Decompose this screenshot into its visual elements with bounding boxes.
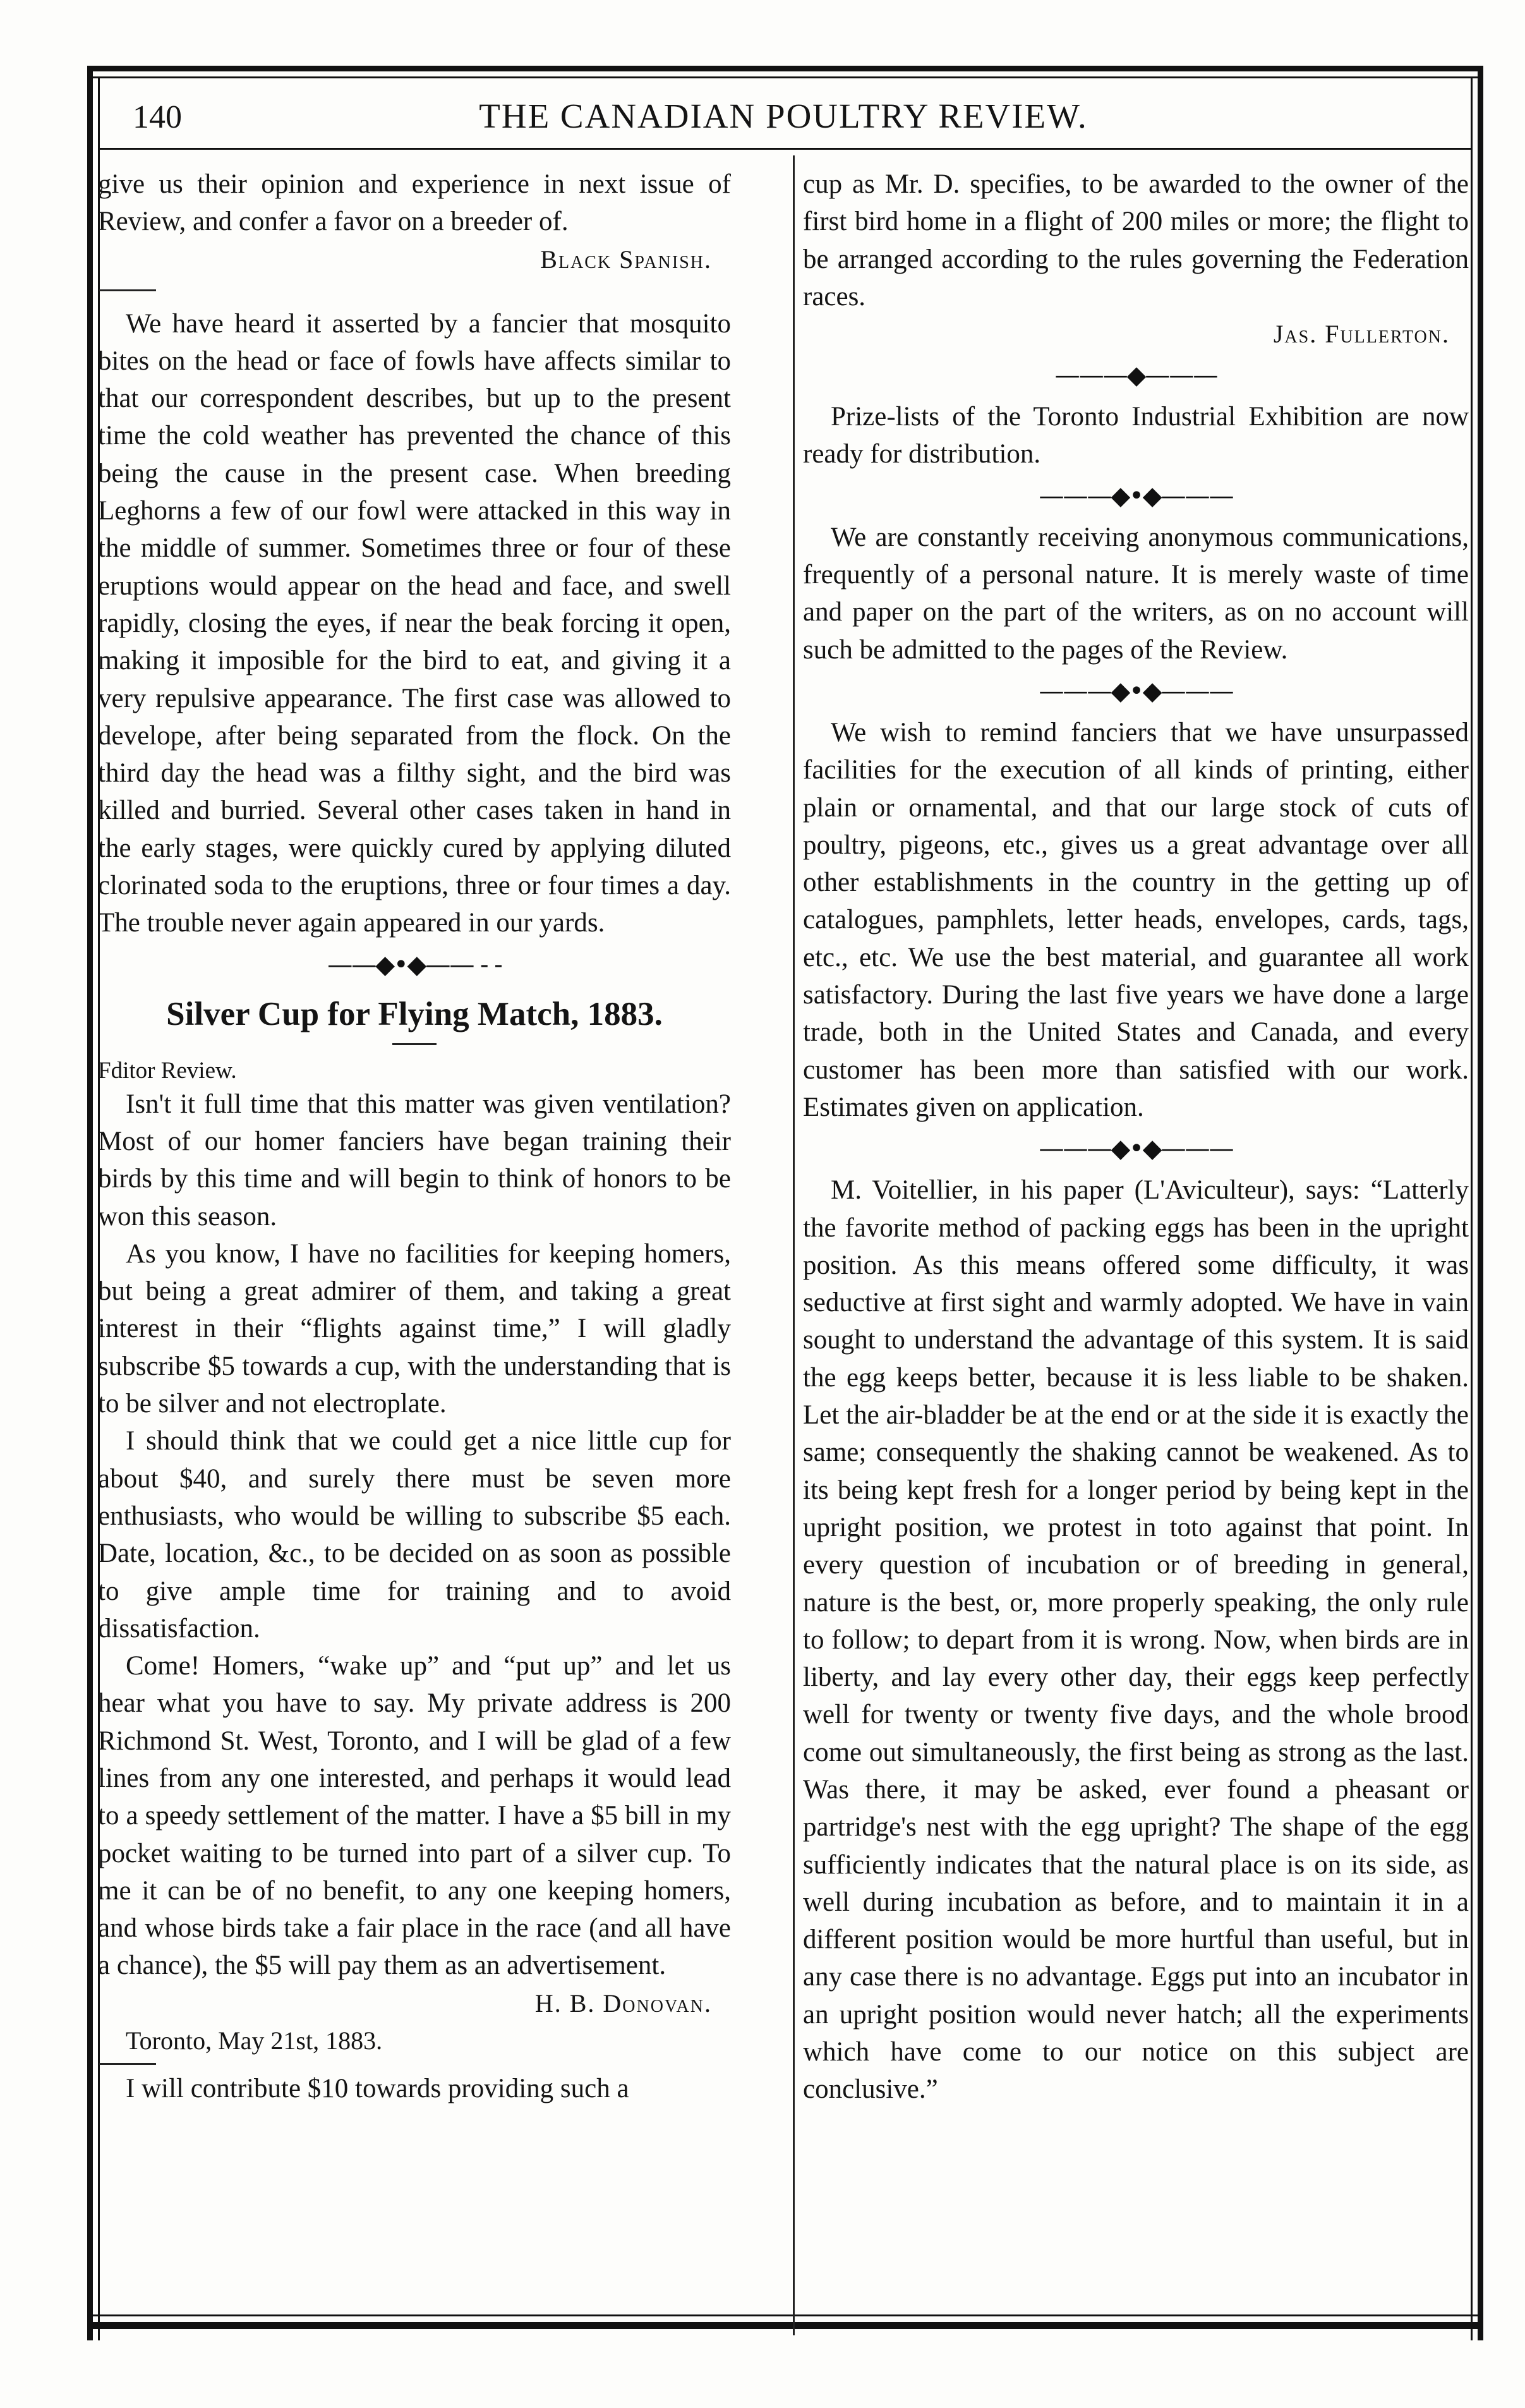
notice-anonymous: We are constantly receiving anonymous communications, frequently of a personal nature. It is merely waste of time and paper on the part of the writers, as on no account will such be admitted to the pages of the Review. — [803, 522, 1469, 665]
signature-fullerton: Jas. Fullerton. — [1273, 320, 1450, 349]
letter-paragraph-4: Come! Homers, “wake up” and “put up” and let us hear what you have to say. My private address is 200 Richmond St. West, Toronto, and I will be glad of a few lines from any one interested, and perhaps it would lead to a speedy settlement of the matter. I have a $5 bill in my pocket waiting to be turned into part of a silver cup. To me it can be of no benefit, to any one keeping homers, and whose birds take a fair place in the race (and all have a chance), the $5 will pay them as an advertisement. — [98, 1651, 731, 1981]
border-left-outer — [87, 66, 93, 2340]
ornament-divider: ——◆•◆—— - - — [327, 950, 502, 979]
ornament-divider-1: ———◆——— — [1054, 361, 1217, 390]
letter-paragraph-2: As you know, I have no facilities for keeping homers, but being a great admirer of them, and taking a great interest in their “flights against time,” I will gladly subscribe $5 towards a cup, with the understanding that is to be silver and not electroplate. — [98, 1238, 731, 1419]
ornament-divider-2: ———◆•◆——— — [1039, 481, 1233, 511]
border-right-outer — [1478, 66, 1483, 2340]
border-bottom-inner — [87, 2314, 1483, 2316]
salutation: Fditor Review. — [98, 1057, 237, 1084]
signature-donovan: H. B. Donovan. — [534, 1988, 712, 2018]
right-column — [803, 166, 1469, 2109]
letter-paragraph-3: I should think that we could get a nice little cup for about $40, and surely there must be seven more enthusiasts, who would be willing to subscribe $5 each. Date, location, &c., to be decided on as soon as possible to give ample time for training and to avoid dissatisfaction. — [98, 1426, 731, 1643]
letter-paragraph-1: Isn't it full time that this matter was given ventilation? Most of our homer fanciers have began training their birds by this time and will begin to think of honors to be won this season. — [98, 1089, 731, 1231]
letter-conclusion: give us their opinion and experience in next issue of Review, and confer a favor on a breeder of. — [98, 169, 731, 237]
border-bottom-outer — [87, 2322, 1483, 2329]
ornament-divider-4: ———◆•◆——— — [1039, 1134, 1233, 1164]
journal-title: THE CANADIAN POULTRY REVIEW. — [479, 97, 1088, 135]
signature-black-spanish: Black Spanish. — [540, 245, 712, 274]
border-top-outer — [87, 66, 1483, 71]
running-head — [95, 87, 1472, 144]
contribution-start: I will contribute $10 towards providing such a — [126, 2073, 629, 2103]
section-rule-2 — [99, 2063, 156, 2065]
border-top-inner — [87, 76, 1483, 78]
ornament-divider-3: ———◆•◆——— — [1039, 676, 1233, 706]
dateline: Toronto, May 21st, 1883. — [126, 2026, 383, 2055]
column-divider — [793, 155, 795, 2335]
section-rule — [99, 289, 156, 291]
border-right-inner — [1471, 76, 1473, 2340]
contribution-continued: cup as Mr. D. specifies, to be awarded to the owner of the first bird home in a flight of 200 miles or more; the flight to be arranged according to the rules governing the Federation races. — [803, 169, 1469, 312]
article-egg-packing: M. Voitellier, in his paper (L'Aviculteur), says: “Latterly the favorite method of packing eggs has been in the upright position. As this means offered some difficulty, it was seductive at first sight and warmly adopted. We have in vain sought to understand the advantage of this system. It is said the egg keeps better, because it is less liable to be shaken. Let the air-bladder be at the end or at the side it is exactly the same; consequently the shaking cannot be weakened. As to its being kept fresh for a longer period by being kept in the upright position, we protest in toto against that point. In every question of incubation or of breeding in general, nature is the best, or, more properly speaking, the only rule to follow; to depart from it is wrong. Now, when birds are in liberty, and lay every other day, their eggs keep perfectly well for twenty or twenty five days, and the whole brood come out simultaneously, the first being as strong as the last. Was there, it may be asked, ever found a pheasant or partridge's nest with the egg upright? The shape of the egg sufficiently indicates that the natural place is on its side, as well during incubation as before, and to maintain it in a different position would be more hurtful than useful, but in any case there is no advantage. Eggs put into an incubator in an upright position would never hatch; all the experiments which have come to our notice on this subject are conclusive.” — [803, 1175, 1469, 2105]
editorial-mosquito-bites: We have heard it asserted by a fancier that mosquito bites on the head or face of fowls have affects similar to that our correspondent describes, but up to the present time the cold weather has prevented the chance of this being the cause in the present case. When breeding Leghorns a few of our fowl were attacked in this way in the middle of summer. Sometimes three or four of these eruptions would appear on the head and face, and swell rapidly, closing the eyes, if near the beak forcing it open, making it imposible for the bird to eat, and giving it a very repulsive appearance. The first case was allowed to develope, after being separated from the flock. On the third day the head was a filthy sight, and the bird was killed and burried. Several other cases taken in hand in the early stages, were quickly cured by applying diluted clorinated soda to the eruptions, three or four times a day. The trouble never again appeared in our yards. — [98, 308, 731, 938]
heading-rule — [392, 1043, 437, 1045]
page-number: 140 — [133, 99, 182, 135]
article-heading: Silver Cup for Flying Match, 1883. — [166, 995, 663, 1032]
header-rule — [98, 148, 1473, 150]
notice-printing: We wish to remind fanciers that we have unsurpassed facilities for the execution of all kinds of printing, either plain or ornamental, and that our large stock of cuts of poultry, pigeons, etc., gives us a great advantage over all other establishments in the country in the getting up of catalogues, pamphlets, letter heads, envelopes, cards, tags, etc., etc. We use the best material, and guarantee all work satisfactory. During the last five years we have done a large trade, both in the United States and Canada, and every customer has been more than satisfied with our work. Estimates given on application. — [803, 717, 1469, 1122]
notice-prize-lists: Prize-lists of the Toronto Industrial Exhibition are now ready for distribution. — [803, 402, 1469, 469]
left-column — [98, 166, 731, 2107]
